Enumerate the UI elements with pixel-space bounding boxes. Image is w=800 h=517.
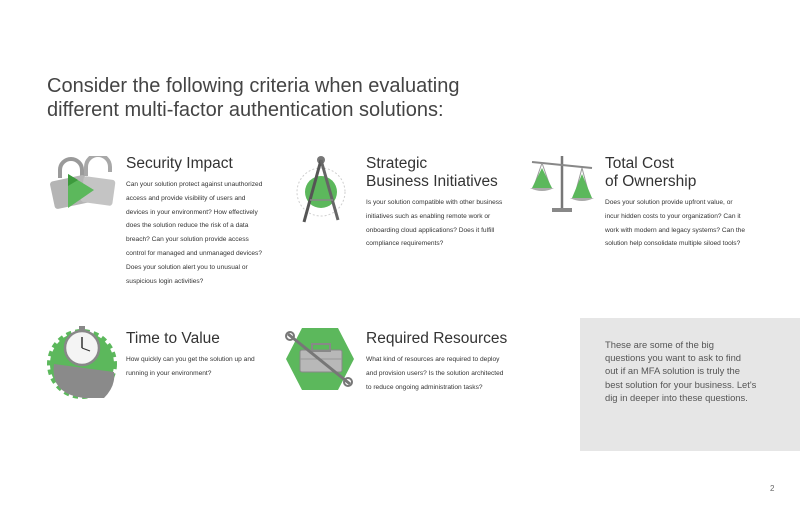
criterion-body-line: How quickly can you get the solution up and [126,356,255,363]
criterion-title [126,330,286,348]
criterion-body-line: control for managed and unmanaged devices? [126,249,262,257]
criterion-body-line: Does your solution alert you to unusual or [126,263,248,271]
criterion-required-resources [366,330,536,394]
criterion-body-line: incur hidden costs to your organization? Can it [605,212,741,220]
criterion-body-line: devices in your environment? How effectively [126,208,258,216]
criterion-body-line: Does your solution provide upfront value, or [605,199,733,206]
criterion-body-line: and provision users? Is the solution architected [366,369,504,377]
criterion-security-impact [126,155,286,288]
callout-line: questions you want to ask to find [605,352,742,364]
criterion-body-line: solution help consolidate multiple siloed tools? [605,240,741,248]
criterion-body [366,196,536,251]
criterion-title-line: Time to Value [126,330,220,347]
criterion-body [126,178,286,288]
criterion-body-line: What kind of resources are required to deploy [366,356,500,363]
heading-line-2: different multi-factor authentication solutions: [47,99,444,121]
criterion-body-line: running in your environment? [126,369,212,377]
criterion-body-line: breach? Can your solution provide access [126,236,249,244]
criterion-body-line: onboarding cloud applications? Does it fulfill [366,226,495,234]
page-number: 2 [770,484,775,493]
criterion-title [366,330,536,348]
criterion-strategic-business-initiatives [366,155,536,251]
criterion-body-line: Can your solution protect against unauthorized [126,181,263,188]
criterion-title [366,155,536,191]
callout-line: These are some of the big [605,339,714,350]
criterion-body [126,353,286,381]
callout-box [580,318,800,451]
callout-line: out if an MFA solution is truly the [605,365,740,377]
criterion-body-line: initiatives such as enabling remote work or [366,212,491,220]
criterion-title [126,155,286,173]
criterion-title-line: Security Impact [126,155,233,172]
callout-line: best solution for your business. Let's [605,378,757,390]
stopwatch-icon [44,320,120,400]
callout-text [605,338,795,404]
criterion-title-line: Strategic [366,155,428,172]
criterion-title-line: of Ownership [605,173,697,190]
criterion-body [605,196,785,251]
page-heading [47,74,487,122]
callout-line: dig in deeper into these questions. [605,391,748,403]
criterion-body-line: compliance requirements? [366,240,444,248]
criterion-body-line: work with modern and legacy systems? Can the [605,226,745,234]
criterion-body-line: access and provide visibility of users and [126,194,246,202]
criterion-time-to-value [126,330,286,381]
criterion-body-line: does the solution reduce the risk of a data [126,222,249,230]
criterion-body-line: suspicious login activities? [126,277,204,285]
criterion-body [366,353,536,394]
compass-icon [288,152,352,230]
criterion-total-cost-of-ownership [605,155,785,251]
criterion-title-line: Business Initiatives [366,173,498,190]
criterion-title [605,155,785,191]
criterion-title-line: Total Cost [605,155,674,172]
balance-scale-icon [526,152,598,216]
criterion-body-line: to reduce ongoing administration tasks? [366,383,483,391]
criterion-title-line: Required Resources [366,330,508,347]
padlocks-icon [44,156,119,212]
toolbox-icon [284,326,356,392]
heading-line-1: Consider the following criteria when evaluating [47,75,460,97]
criterion-body-line: Is your solution compatible with other business [366,199,503,206]
